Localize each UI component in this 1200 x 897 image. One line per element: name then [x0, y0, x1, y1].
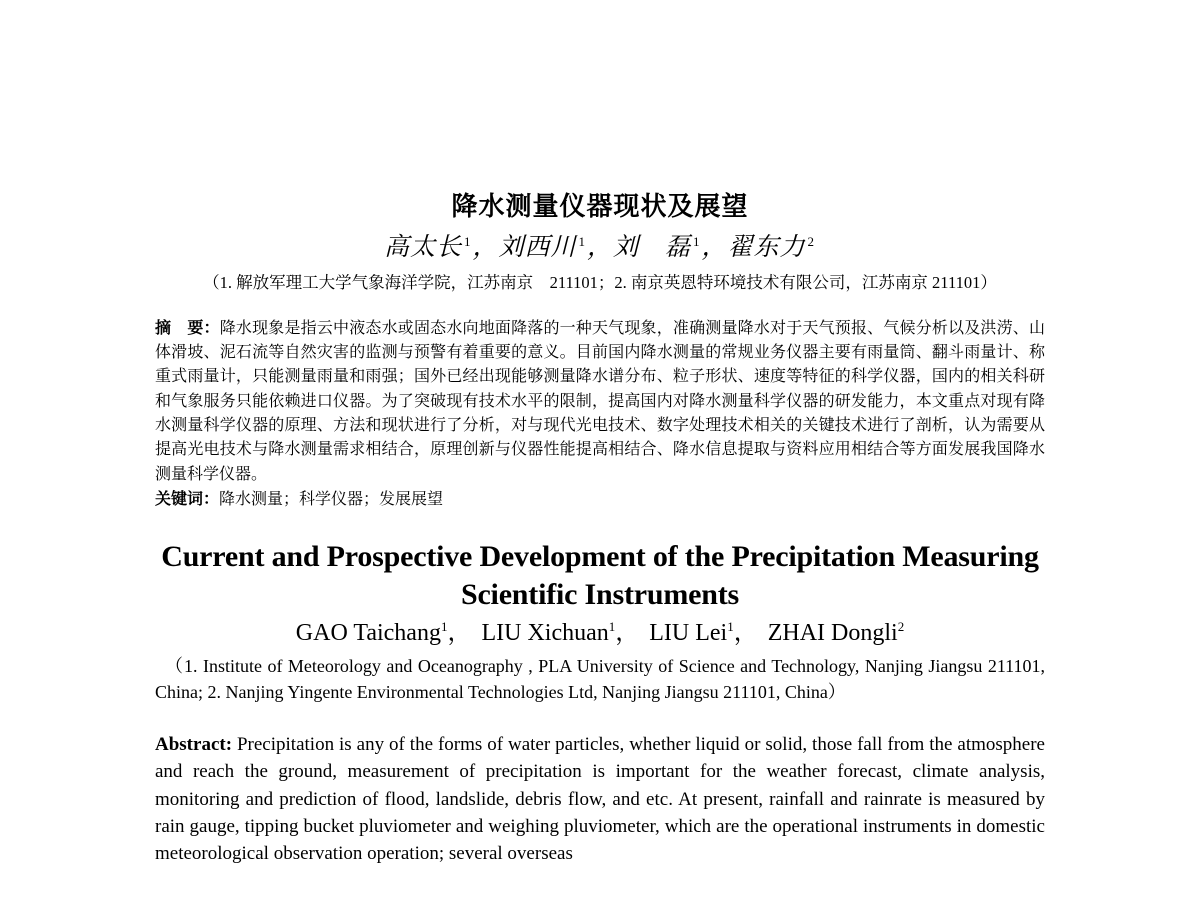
chinese-author-affiliation-mark: 1	[578, 233, 586, 249]
chinese-author	[728, 234, 817, 261]
chinese-author-affiliation-mark: 1	[693, 233, 701, 249]
chinese-author	[384, 234, 473, 261]
english-author-list	[155, 619, 1045, 648]
english-abstract-label: Abstract:	[155, 734, 233, 756]
author-separator: ，	[701, 234, 728, 262]
chinese-author	[613, 234, 702, 261]
english-author-name: LIU Xichuan	[481, 620, 609, 647]
chinese-author-name: 刘西川	[498, 234, 577, 262]
english-author-name: GAO Taichang	[295, 620, 441, 647]
english-author-affiliation-mark: 1	[727, 619, 734, 635]
chinese-affiliation: （1. 解放军理工大学气象海洋学院，江苏南京 211101；2. 南京英恩特环境技术有限公司，江苏南京 211101）	[203, 273, 997, 293]
chinese-abstract	[155, 317, 1045, 487]
author-separator: ，	[472, 234, 499, 262]
page-content-column	[155, 0, 1045, 868]
chinese-author-affiliation-mark: 2	[807, 233, 816, 249]
author-separator: ，	[733, 620, 758, 647]
english-author-affiliation-mark: 2	[897, 619, 905, 635]
english-author	[481, 620, 615, 646]
chinese-title: 降水测量仪器现状及展望	[451, 192, 749, 222]
english-author-name: LIU Lei	[649, 620, 728, 647]
chinese-keywords-label: 关键词：	[155, 491, 220, 509]
chinese-author-affiliation-mark: 1	[463, 233, 472, 249]
english-author	[768, 620, 904, 646]
author-separator: ，	[586, 234, 613, 262]
english-author-affiliation-mark: 1	[608, 619, 616, 635]
english-abstract	[155, 731, 1045, 868]
chinese-author	[498, 234, 587, 261]
chinese-author-name: 翟东力	[727, 234, 806, 262]
chinese-author-name: 高太长	[383, 234, 462, 262]
chinese-author-name: 刘 磊	[613, 234, 692, 262]
english-author	[296, 620, 448, 646]
chinese-keywords	[155, 488, 1045, 512]
chinese-author-list	[155, 232, 1045, 263]
english-affiliation: （1. Institute of Meteorology and Oceanography , PLA University of Science and Technology, Nanjing Jiangsu 211101, China; 2. Nanjing Yingente Environmental Technologies Ltd, Nanjing Jiangsu 211101, China）	[155, 655, 1045, 702]
author-separator: ，	[447, 620, 472, 647]
english-title: Current and Prospective Development of the Precipitation Measuring Scientific Instruments	[161, 540, 1039, 611]
english-author-name: ZHAI Dongli	[767, 620, 898, 647]
chinese-keywords-text: 降水测量；科学仪器；发展展望	[219, 491, 444, 509]
author-separator: ，	[615, 620, 640, 647]
english-author-affiliation-mark: 1	[440, 619, 448, 635]
english-abstract-text: Precipitation is any of the forms of water particles, whether liquid or solid, those fall from the atmosphere and reach the ground, measurement of precipitation is important for the weather forecast, climate analysis, monitoring and prediction of flood, landslide, debris flow, and etc. At present, rainfall and rainrate is measured by rain gauge, tipping bucket pluviometer and weighing pluviometer, which are the operational instruments in domestic meteorological observation operation; several overseas	[155, 734, 1045, 865]
chinese-abstract-label: 摘 要：	[155, 319, 220, 337]
chinese-abstract-text: 降水现象是指云中液态水或固态水向地面降落的一种天气现象，准确测量降水对于天气预报、气候分析以及洪涝、山体滑坡、泥石流等自然灾害的监测与预警有着重要的意义。目前国内降水测量的常规业务仪器主要有雨量筒、翻斗雨量计、称重式雨量计，只能测量雨量和雨强；国外已经出现能够测量降水谱分布、粒子形状、速度等特征的科学仪器，国内的相关科研和气象服务只能依赖进口仪器。为了突破现有技术水平的限制，提高国内对降水测量科学仪器的研发能力，本文重点对现有降水测量科学仪器的原理、方法和现状进行了分析，对与现代光电技术、数字处理技术相关的关键技术进行了剖析，认为需要从提高光电技术与降水测量需求相结合，原理创新与仪器性能提高相结合、降水信息提取与资料应用相结合等方面发展我国降水测量科学仪器。	[155, 319, 1045, 483]
english-author	[649, 620, 733, 646]
